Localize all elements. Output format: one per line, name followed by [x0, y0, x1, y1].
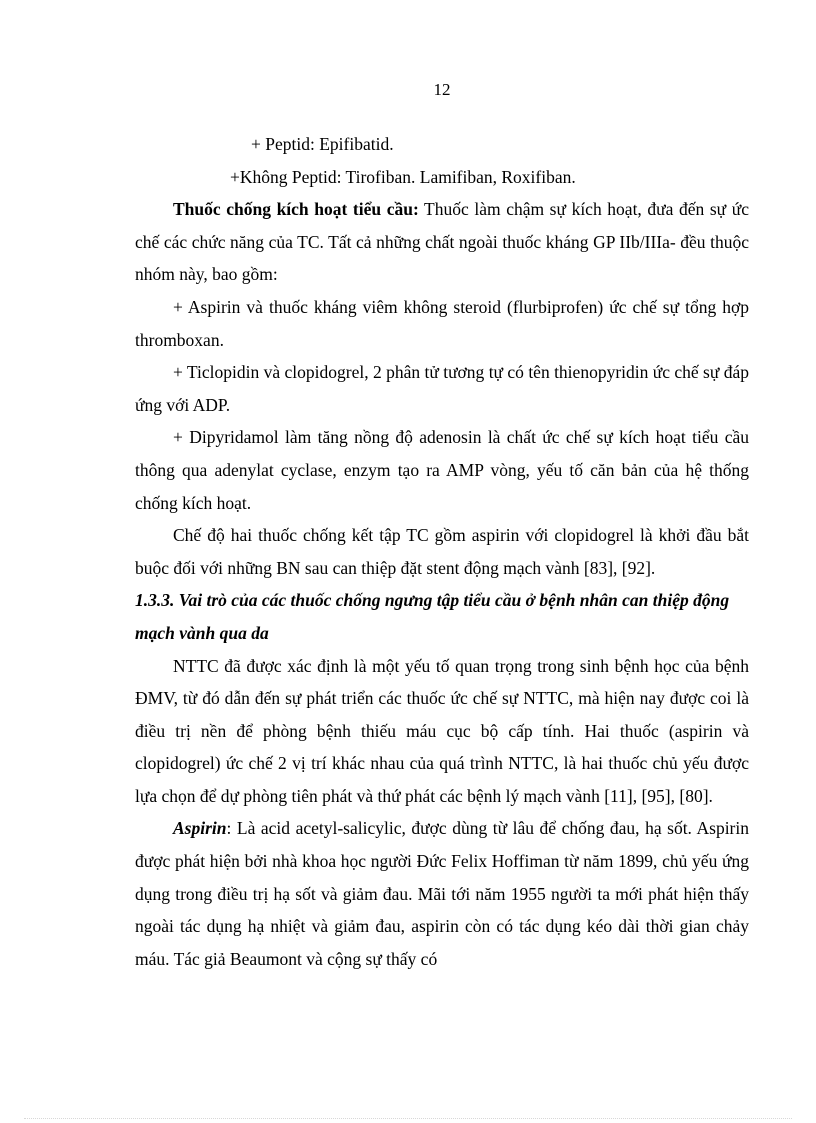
antiactivation-term: Thuốc chống kích hoạt tiểu cầu: — [173, 199, 419, 220]
section-heading: 1.3.3. Vai trò của các thuốc chống ngưng tập tiểu cầu ở bệnh nhân can thiệp động mạch vành qua da — [135, 590, 730, 643]
paragraph-nttc: NTTC đã được xác định là một yếu tố quan trọng trong sinh bệnh học của bệnh ĐMV, từ đó dẫn đến sự phát triển các thuốc ức chế sự NTTC, mà hiện nay được coi là điều trị nền để phòng bệnh thiếu máu cục bộ cấp tính. Hai thuốc (aspirin và clopidogrel) ức chế 2 vị trí khác nhau của quá trình NTTC, là hai thuốc chủ yếu được lựa chọn để dự phòng tiên phát và thứ phát các bệnh lý mạch vành [11], [95], [80]. — [135, 655, 749, 806]
antiactivation-text: Thuốc làm chậm sự kích hoạt, đưa đến sự ức chế các chức năng của TC. Tất cả những chất ngoài thuốc kháng GP IIb/IIIa- đều thuộc nhóm này, bao gồm: — [135, 199, 749, 285]
paragraph-khong-peptid: +Không Peptid: Tirofiban. Lamifiban, Roxifiban. — [230, 166, 576, 187]
paragraph-ticlopidin: + Ticlopidin và clopidogrel, 2 phân tử tương tự có tên thienopyridin ức chế sự đáp ứng với ADP. — [135, 362, 749, 415]
paragraph-aspirin — [135, 812, 749, 975]
page-number: 12 — [433, 80, 451, 99]
aspirin-term: Aspirin — [173, 818, 227, 839]
aspirin-text: : Là acid acetyl-salicylic, được dùng từ lâu để chống đau, hạ sốt. Aspirin được phát hiện bởi nhà khoa học người Đức Felix Hoffiman từ năm 1899, chủ yếu ứng dụng trong điều trị hạ sốt và giảm đau. Mãi tới năm 1955 người ta mới phát hiện thấy ngoài tác dụng hạ nhiệt và giảm đau, aspirin còn có tác dụng kéo dài thời gian chảy máu. Tác giả Beaumont và cộng sự thấy có — [135, 818, 749, 969]
paragraph-antiactivation — [135, 193, 749, 291]
paragraph-dipyridamol: + Dipyridamol làm tăng nồng độ adenosin là chất ức chế sự kích hoạt tiểu cầu thông qua adenylat cyclase, enzym tạo ra AMP vòng, yếu tố căn bản của hệ thống chống kích hoạt. — [135, 427, 749, 513]
document-body — [135, 128, 749, 975]
paragraph-peptid: + Peptid: Epifibatid. — [251, 134, 394, 154]
paragraph-aspirin-nsaid: + Aspirin và thuốc kháng viêm không steroid (flurbiprofen) ức chế sự tổng hợp thromboxan. — [135, 296, 749, 350]
paragraph-dual-therapy: Chế độ hai thuốc chống kết tập TC gồm aspirin với clopidogrel là khởi đầu bắt buộc đối với những BN sau can thiệp đặt stent động mạch vành [83], [92]. — [135, 525, 749, 578]
page-bottom-rule — [24, 1118, 792, 1119]
